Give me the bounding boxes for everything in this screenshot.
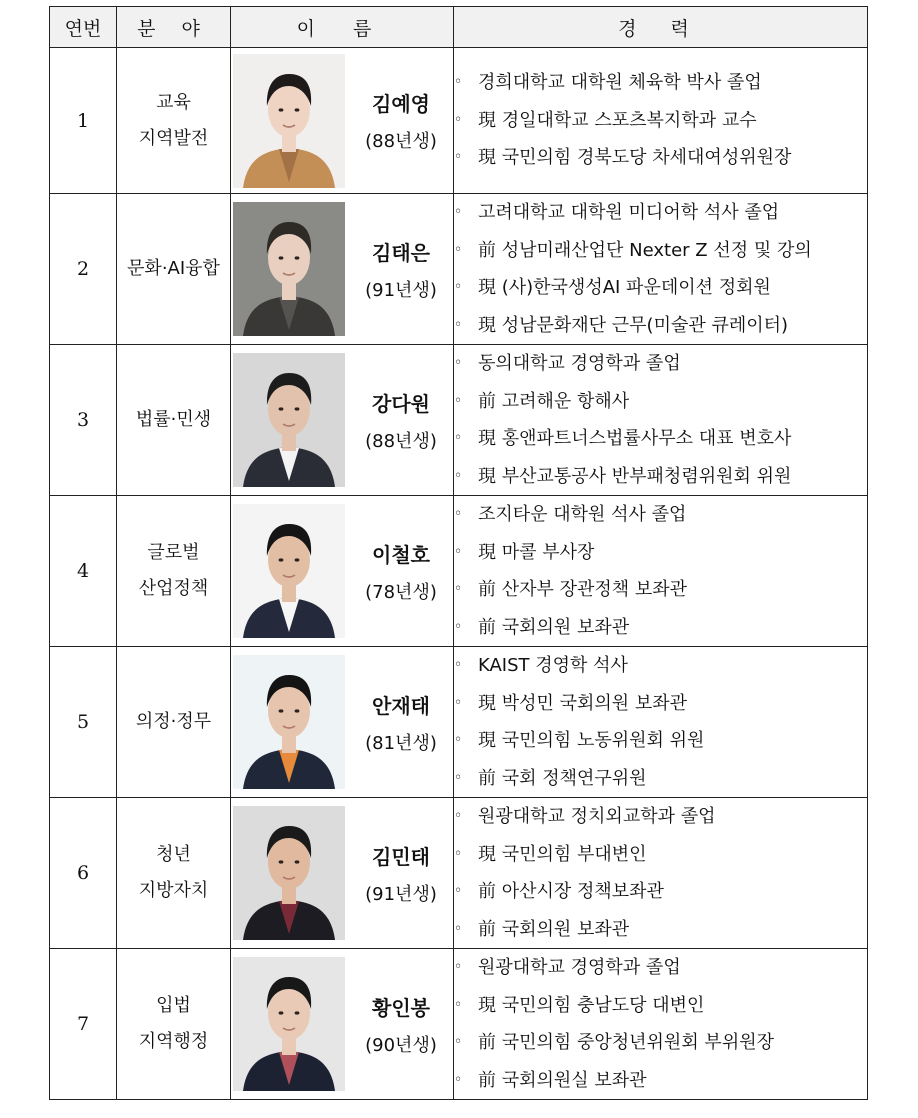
field-label: 지역행정 [138, 1031, 209, 1052]
person-name: 황인봉 [372, 995, 430, 1020]
table-row [50, 345, 868, 496]
person-name: 이철호 [372, 542, 430, 567]
list-item [454, 722, 867, 760]
person-name: 김예영 [372, 92, 430, 116]
field-label: 의정·정무 [135, 711, 212, 732]
table-row [50, 647, 868, 798]
field-label: 글로벌 [147, 542, 200, 563]
list-item [454, 269, 867, 307]
row-number: 6 [50, 798, 117, 949]
person-name: 김태은 [372, 240, 430, 265]
career-text: 前 아산시장 정책보좌관 [478, 881, 664, 902]
row-number: 7 [50, 949, 117, 1100]
bullet-icon: ◦ [454, 959, 463, 975]
field-label: 법률·민생 [135, 409, 212, 430]
name-cell [231, 949, 454, 1100]
name-cell [231, 496, 454, 647]
portrait-illustration [233, 957, 345, 1091]
career-text: 現 국민의힘 부대변인 [478, 843, 647, 865]
list-item [454, 420, 867, 458]
birth-year: (91년생) [365, 279, 437, 301]
person-info [345, 992, 453, 1057]
career-text: KAIST 경영학 석사 [478, 655, 628, 676]
header-field: 분 야 [117, 7, 231, 48]
person-name: 김민태 [372, 844, 430, 869]
bullet-icon: ◦ [454, 279, 463, 295]
career-text: 現 경일대학교 스포츠복지학과 교수 [478, 109, 757, 131]
career-text: 前 국회의원 보좌관 [478, 918, 630, 940]
row-number: 2 [50, 194, 117, 345]
birth-year: (81년생) [365, 732, 437, 754]
list-item [454, 194, 867, 232]
list-item [454, 1062, 867, 1100]
career-text: 前 국회 정책연구위원 [478, 767, 647, 789]
bullet-icon: ◦ [454, 467, 463, 484]
portrait-photo [233, 54, 345, 188]
list-item [454, 873, 867, 911]
bullet-icon: ◦ [454, 111, 463, 128]
list-item [454, 685, 867, 723]
header-career: 경 력 [454, 7, 868, 48]
table-row [50, 949, 868, 1100]
candidate-roster-table [49, 6, 868, 1100]
list-item [454, 836, 867, 874]
career-list [454, 194, 867, 344]
career-list [454, 798, 867, 948]
portrait-illustration [233, 54, 345, 188]
list-item [454, 798, 867, 836]
bullet-icon: ◦ [454, 883, 463, 899]
person-info [345, 690, 453, 755]
portrait-illustration [233, 202, 345, 336]
career-text: 동의대학교 경영학과 졸업 [478, 353, 681, 374]
field-cell [117, 647, 231, 798]
row-number: 5 [50, 647, 117, 798]
bullet-icon: ◦ [454, 316, 463, 333]
field-cell [117, 496, 231, 647]
list-item [454, 987, 867, 1025]
bullet-icon: ◦ [454, 149, 463, 166]
career-text: 前 고려해운 항해사 [478, 390, 630, 412]
career-text: 조지타운 대학원 석사 졸업 [478, 504, 687, 525]
career-cell [454, 496, 868, 647]
bullet-icon: ◦ [454, 845, 463, 862]
birth-year: (88년생) [365, 131, 437, 152]
career-text: 現 국민의힘 충남도당 대변인 [478, 994, 705, 1016]
birth-year: (78년생) [365, 581, 437, 603]
field-cell [117, 798, 231, 949]
career-cell [454, 345, 868, 496]
career-list [454, 345, 867, 495]
bullet-icon: ◦ [454, 694, 463, 711]
career-text: 前 성남미래산업단 Nexter Z 선정 및 강의 [478, 239, 812, 261]
list-item [454, 647, 867, 685]
birth-year: (91년생) [365, 883, 437, 905]
list-item [454, 609, 867, 647]
row-number: 4 [50, 496, 117, 647]
portrait-photo [233, 202, 345, 336]
person-name: 안재태 [372, 693, 430, 718]
person-info [345, 88, 453, 153]
table-row [50, 798, 868, 949]
career-cell [454, 48, 868, 194]
career-list [454, 64, 867, 177]
career-text: 現 마콜 부사장 [478, 541, 595, 563]
bullet-icon: ◦ [454, 392, 463, 409]
field-label: 교육 [156, 91, 191, 113]
list-item [454, 534, 867, 572]
career-text: 現 성남문화재단 근무(미술관 큐레이터) [478, 314, 789, 336]
list-item [454, 139, 867, 177]
list-item [454, 64, 867, 102]
career-cell [454, 647, 868, 798]
field-label: 지역발전 [138, 127, 209, 149]
list-item [454, 345, 867, 383]
portrait-photo [233, 957, 345, 1091]
career-text: 現 부산교통공사 반부패청렴위원회 위원 [478, 465, 792, 487]
birth-year: (88년생) [365, 430, 437, 452]
portrait-photo [233, 504, 345, 638]
header-name: 이 름 [231, 7, 454, 48]
row-number: 3 [50, 345, 117, 496]
career-text: 원광대학교 경영학과 졸업 [478, 957, 681, 978]
field-cell [117, 345, 231, 496]
bullet-icon: ◦ [454, 618, 463, 635]
career-text: 現 국민의힘 경북도당 차세대여성위원장 [478, 147, 792, 169]
row-number: 1 [50, 48, 117, 194]
list-item [454, 496, 867, 534]
bullet-icon: ◦ [454, 1071, 463, 1088]
birth-year: (90년생) [365, 1034, 437, 1056]
list-item [454, 232, 867, 270]
portrait-photo [233, 806, 345, 940]
bullet-icon: ◦ [454, 657, 463, 673]
bullet-icon: ◦ [454, 1034, 463, 1050]
list-item [454, 102, 867, 140]
name-cell [231, 647, 454, 798]
field-cell [117, 949, 231, 1100]
career-text: 現 홍앤파트너스법률사무소 대표 변호사 [478, 428, 792, 449]
list-item [454, 911, 867, 949]
bullet-icon: ◦ [454, 808, 463, 824]
list-item [454, 571, 867, 609]
person-info [345, 388, 453, 453]
field-label: 지방자치 [138, 880, 209, 901]
career-text: 現 국민의힘 노동위원회 위원 [478, 730, 705, 751]
bullet-icon: ◦ [454, 355, 463, 371]
field-label: 청년 [156, 844, 191, 865]
career-text: 고려대학교 대학원 미디어학 석사 졸업 [478, 202, 780, 223]
field-cell [117, 48, 231, 194]
list-item [454, 760, 867, 798]
list-item [454, 307, 867, 345]
career-text: 前 산자부 장관정책 보좌관 [478, 579, 688, 600]
career-text: 경희대학교 대학원 체육학 박사 졸업 [478, 72, 762, 94]
list-item [454, 949, 867, 987]
table-row [50, 194, 868, 345]
career-text: 現 박성민 국회의원 보좌관 [478, 692, 688, 714]
person-info [345, 237, 453, 302]
bullet-icon: ◦ [454, 920, 463, 937]
table-header-row [50, 7, 868, 48]
career-text: 前 국회의원 보좌관 [478, 616, 630, 638]
career-list [454, 496, 867, 646]
bullet-icon: ◦ [454, 769, 463, 786]
field-label: 입법 [156, 995, 191, 1016]
bullet-icon: ◦ [454, 581, 463, 597]
name-cell [231, 798, 454, 949]
table-row [50, 48, 868, 194]
field-label: 문화·AI융합 [127, 258, 220, 279]
career-cell [454, 798, 868, 949]
list-item [454, 458, 867, 496]
career-text: 원광대학교 정치외교학과 졸업 [478, 806, 716, 827]
field-label: 산업정책 [138, 578, 209, 599]
portrait-photo [233, 353, 345, 487]
bullet-icon: ◦ [454, 732, 463, 748]
portrait-illustration [233, 353, 345, 487]
career-cell [454, 194, 868, 345]
bullet-icon: ◦ [454, 74, 463, 91]
bullet-icon: ◦ [454, 241, 463, 258]
career-text: 現 (사)한국생성AI 파운데이션 정회원 [478, 277, 771, 298]
portrait-illustration [233, 655, 345, 789]
header-number: 연번 [50, 7, 117, 48]
bullet-icon: ◦ [454, 204, 463, 220]
career-list [454, 647, 867, 797]
person-info [345, 841, 453, 906]
table-row [50, 496, 868, 647]
career-text: 前 국민의힘 중앙청년위원회 부위원장 [478, 1032, 774, 1053]
list-item [454, 383, 867, 421]
list-item [454, 1024, 867, 1062]
field-cell [117, 194, 231, 345]
career-list [454, 949, 867, 1099]
bullet-icon: ◦ [454, 543, 463, 560]
person-info [345, 539, 453, 604]
bullet-icon: ◦ [454, 996, 463, 1013]
name-cell [231, 48, 454, 194]
portrait-photo [233, 655, 345, 789]
career-cell [454, 949, 868, 1100]
name-cell [231, 194, 454, 345]
career-text: 前 국회의원실 보좌관 [478, 1069, 647, 1091]
portrait-illustration [233, 806, 345, 940]
bullet-icon: ◦ [454, 506, 463, 522]
bullet-icon: ◦ [454, 430, 463, 446]
portrait-illustration [233, 504, 345, 638]
person-name: 강다원 [372, 391, 430, 416]
name-cell [231, 345, 454, 496]
